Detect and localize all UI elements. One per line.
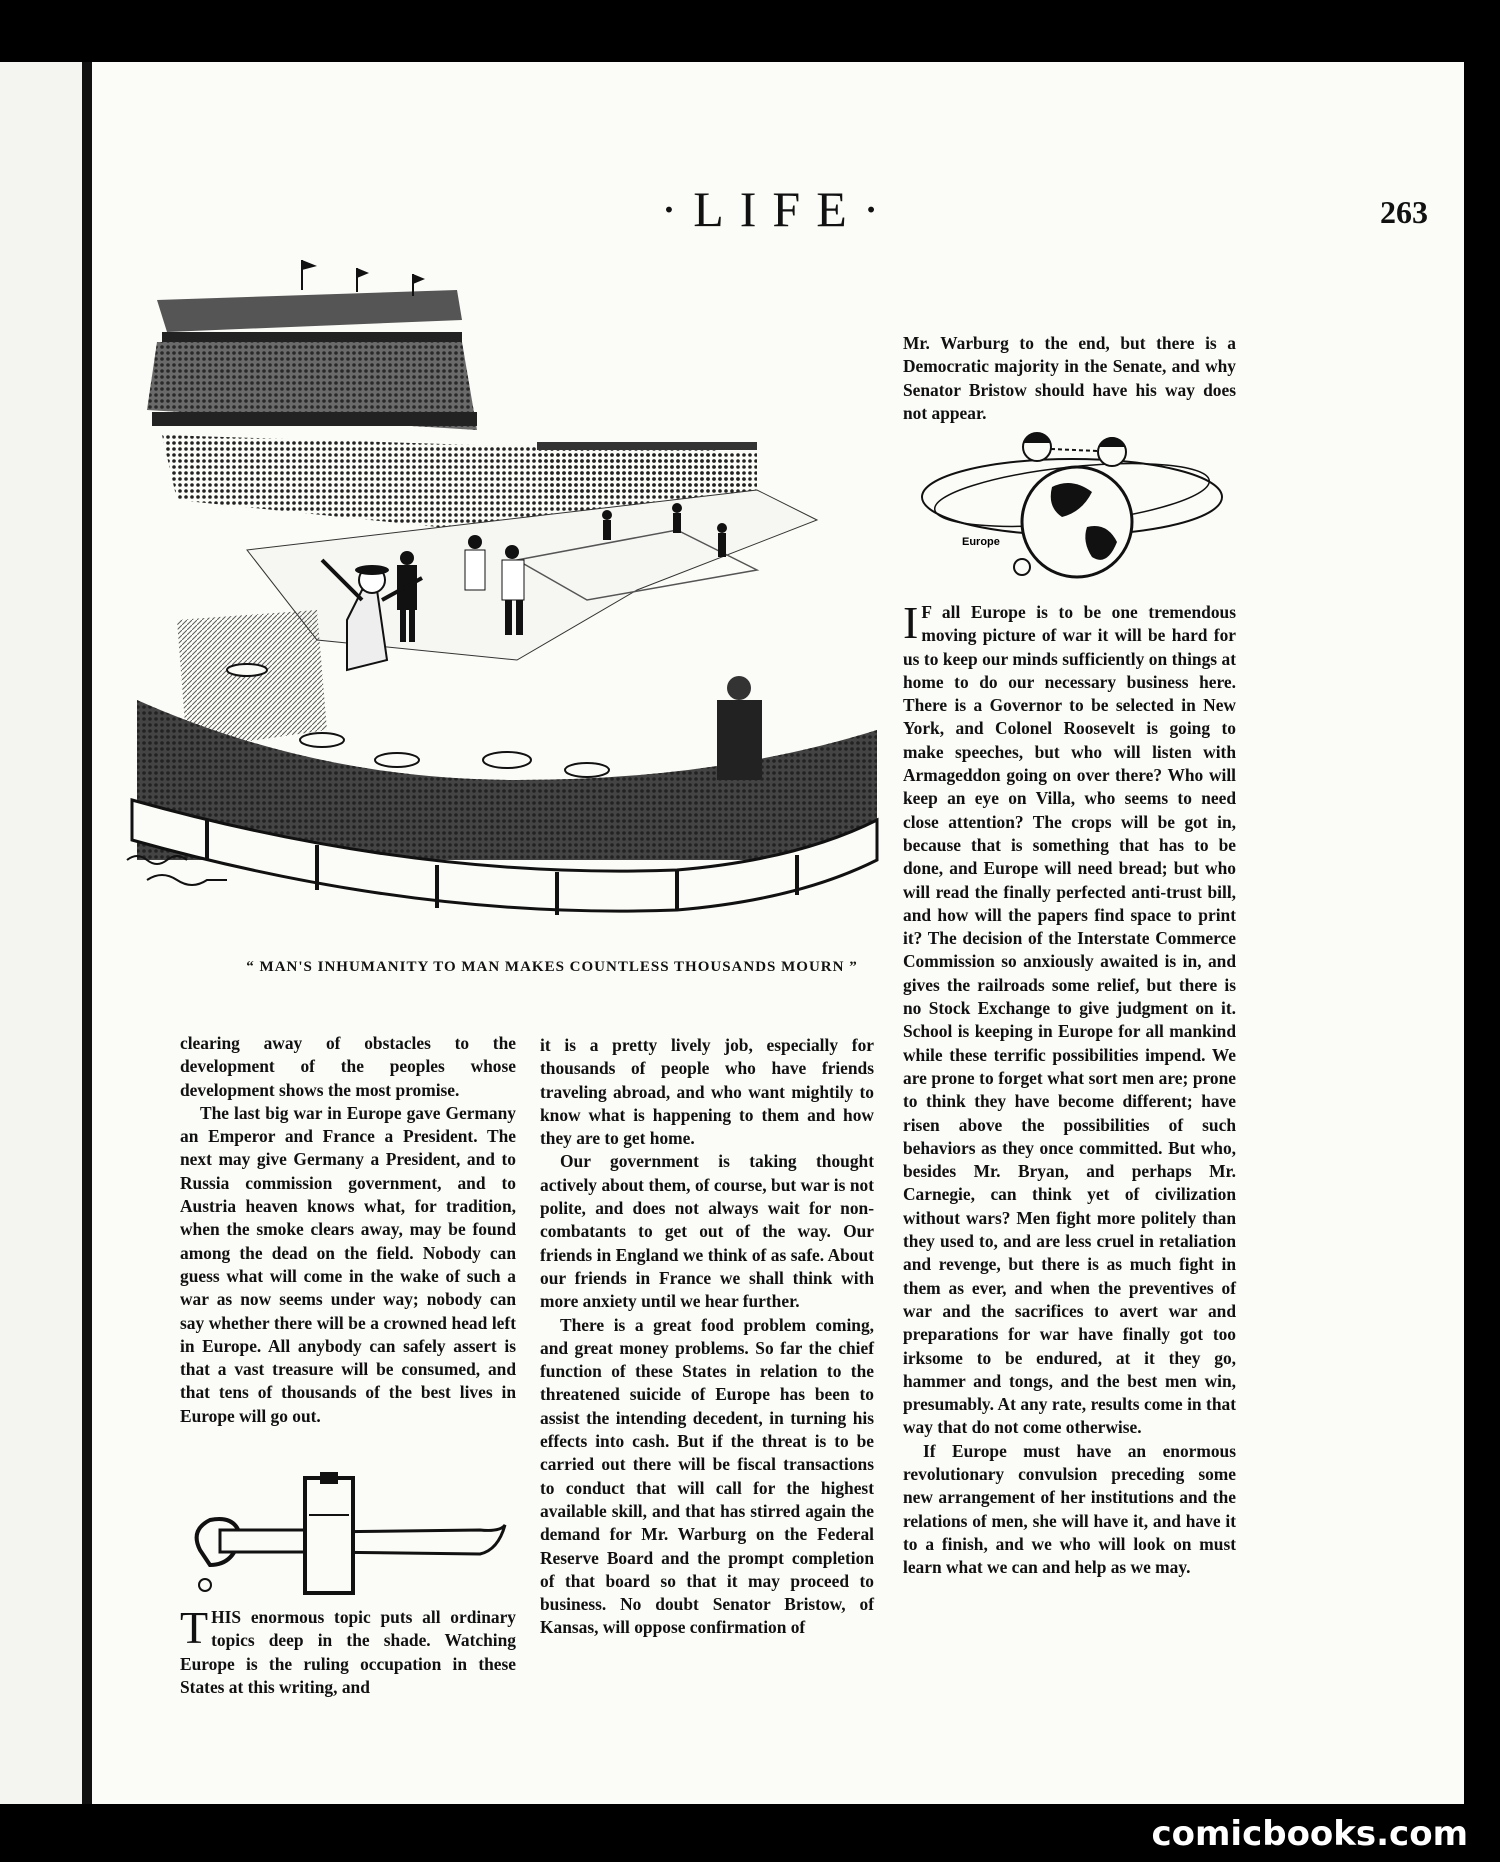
drop-cap: T (180, 1602, 209, 1653)
article-column-3-lower (903, 597, 1236, 1579)
paragraph-with-dropcap (180, 1602, 516, 1699)
paragraph: clearing away of obstacles to the development of the peoples whose development shows the most promise. (180, 1033, 516, 1100)
drop-cap: I (903, 597, 919, 648)
globe-label: Europe (962, 536, 1000, 548)
paragraph: The last big war in Europe gave Germany an Emperor and France a President. The next may give Germany a President, and to Russia commission government, and to Austria heaven knows what, for tradition, when the smoke clears away, may be found among the dead on the field. Nobody can guess what will come in the wake of such a war as now seems under way; nobody can say whether there will be a crowned head left in Europe. All anybody can safely assert is that a vast treasure will be consumed, and that tens of thousands of the best lives in Europe will go out. (180, 1102, 516, 1426)
article-column-1 (180, 1032, 516, 1428)
illustration-caption: “ MAN'S INHUMANITY TO MAN MAKES COUNTLESS THOUSANDS MOURN ” (246, 959, 858, 975)
paragraph-text: F all Europe is to be one tremendous moving picture of war it will be hard for us to keep our minds sufficiently on things at home to do our necessary business here. There is a Governor to be selected in New York, and Colonel Roosevelt is going to make speeches, but who will listen with Armageddon going on over there? Who will keep an eye on Villa, who seems to need close attention? The crops will be got in, because that is something that has to be done, and Europe will need bread; but who will read the finally perfected anti-trust bill, and how will the papers find space to print it? The decision of the Interstate Commerce Commission so anxiously awaited is in, and gives the railroads some relief, but there is no Stock Exchange to give judgment on it. School is keeping in Europe for all mankind while these terrific possibilities impend. We are prone to forget what sort men are; prone to think they have become different; have risen above the possibilities of such behaviors as they once committed. But who, besides Mr. Bryan, and perhaps Mr. Carnegie, can think yet of civilization without wars? Men fight more politely than they used to, and are less cruel in retaliation and revenge, but there is as much fight in them as ever, and when the preventives of war and the sacrifices to avert war and preparations for war have finally got too irksome to be endured, at it they go, hammer and tongs, and the best men win, presumably. At any rate, results come in that way that do not come otherwise. (903, 602, 1236, 1438)
article-column-2 (540, 1034, 874, 1640)
article-column-3 (903, 332, 1236, 425)
sword-hammer-cartoon (180, 1470, 516, 1600)
baseball-stadium-illustration (117, 260, 892, 940)
masthead: ·LIFE· (660, 181, 896, 237)
site-watermark: comicbooks.com (1151, 1814, 1468, 1854)
page-number: 263 (1380, 194, 1428, 230)
paragraph: There is a great food problem coming, and great money problems. So far the chief function of these States in relation to the threatened suicide of Europe has been to assist the intending decedent, in turning his effects into cash. But if the threat is to be carried out there will be fiscal transactions to conduct that will call for the highest available skill, and that has stirred again the demand for Mr. Warburg on the Federal Reserve Board and the prompt completion of that board so that it may proceed to business. No doubt Senator Bristow, of Kansas, will oppose confirmation of (540, 1314, 874, 1638)
globe-cartoon (912, 417, 1242, 592)
magazine-page (92, 62, 1464, 1804)
paragraph: it is a pretty lively job, especially for thousands of people who have friends traveling abroad, and who want mightily to know what is happening to them and how they are to get home. (540, 1035, 874, 1149)
paragraph-text: HIS enormous topic puts all ordinary topics deep in the shade. Watching Europe is the ruling occupation in these States at this writing, and (180, 1607, 516, 1697)
paragraph: If Europe must have an enormous revolutionary convulsion preceding some new arrangement of her institutions and the relations of men, she will have it, and have it to a finish, and we who will look on must learn what we can and help as we may. (903, 1440, 1236, 1578)
gutter-shadow (82, 62, 92, 1804)
paragraph-with-dropcap (903, 597, 1236, 1440)
paragraph: Our government is taking thought actively about them, of course, but war is not polite, and does not always wait for non-combatants to get out of the way. Our friends in England we think of as safe. About our friends in France we shall think with more anxiety until we hear further. (540, 1151, 874, 1312)
previous-page-edge (0, 62, 82, 1804)
article-column-1-lower (180, 1602, 516, 1699)
paragraph: Mr. Warburg to the end, but there is a Democratic majority in the Senate, and why Senator Bristow should have his way does not appear. (903, 333, 1236, 423)
